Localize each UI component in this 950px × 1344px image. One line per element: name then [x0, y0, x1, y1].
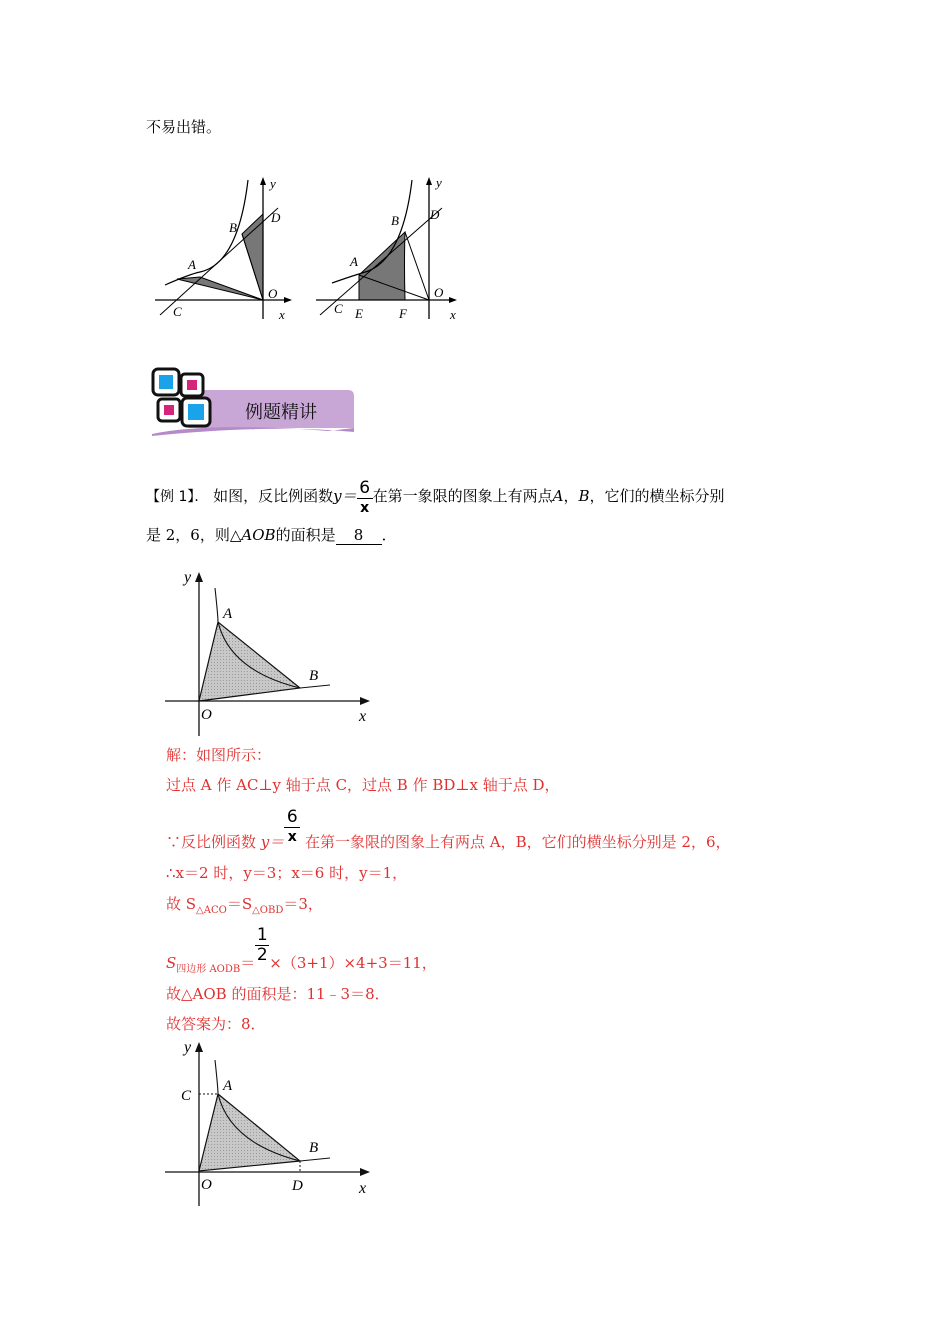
- point-b: B: [578, 487, 590, 505]
- point-o-label: O: [268, 286, 278, 301]
- section-banner: [148, 366, 358, 438]
- solution-line-6: [166, 926, 437, 974]
- point-d-label: D: [271, 210, 281, 225]
- solution-l3-b: 在第一象限的图象上有两点 A，B，它们的横坐标分别是 2，6，: [300, 833, 731, 851]
- fraction-numerator: 6: [286, 807, 298, 827]
- point-d-label: D: [292, 1178, 303, 1194]
- half-fraction: [255, 926, 269, 963]
- triangle-aob: AOB: [241, 526, 276, 544]
- x-axis-label: x: [359, 1180, 367, 1197]
- solution-line-2: 过点 A 作 AC⊥y 轴于点 C，过点 B 作 BD⊥x 轴于点 D，: [166, 776, 560, 794]
- answer-blank: 8: [336, 526, 382, 545]
- example-y-eq: y＝: [333, 487, 357, 505]
- example-line2-b: 的面积是: [275, 526, 336, 544]
- solution-l5-a: 故 S: [166, 895, 197, 913]
- solution-l3-a: ∵反比例函数: [166, 833, 261, 851]
- solution-l6-eq: ＝: [240, 954, 256, 972]
- point-a: A: [552, 487, 564, 505]
- point-d-label: D: [430, 207, 440, 222]
- solution-line-7: 故△AOB 的面积是：11﹣3＝8．: [166, 985, 390, 1003]
- point-c-label: C: [173, 304, 182, 319]
- example-period: ．: [381, 526, 397, 544]
- top-figure-right: [312, 172, 467, 322]
- solution-line-8: 故答案为：8．: [166, 1015, 266, 1033]
- point-o-label: O: [434, 285, 444, 300]
- point-o-label: O: [201, 1177, 212, 1193]
- point-b-label: B: [229, 220, 237, 235]
- solution-l5-c: ＝3，: [283, 895, 323, 913]
- solution-line-4: ∴x＝2 时，y＝3；x＝6 时，y＝1，: [166, 864, 408, 882]
- solution-l6-s: S: [166, 954, 177, 972]
- point-b-label: B: [309, 1140, 319, 1156]
- point-o-label: O: [201, 707, 212, 723]
- subscript-aco: △ACO: [196, 905, 227, 916]
- x-axis-label: x: [450, 307, 456, 322]
- puzzle-icon: [150, 366, 214, 430]
- point-e-label: E: [355, 306, 363, 321]
- solution-fraction: [284, 808, 300, 845]
- comma: ，: [563, 487, 579, 505]
- fraction-numerator: 1: [256, 925, 268, 945]
- y-axis-label: y: [184, 569, 192, 586]
- fraction-denominator: 2: [256, 945, 268, 965]
- fraction-denominator: x: [287, 829, 297, 845]
- example-text-c: ，它们的横坐标分别: [589, 487, 725, 505]
- solution-figure: [160, 1036, 380, 1211]
- point-b-label: B: [391, 213, 399, 228]
- point-a-label: A: [223, 1078, 233, 1094]
- x-axis-label: x: [279, 307, 285, 322]
- banner-title: 例题精讲: [245, 402, 317, 423]
- example-line-1: [146, 478, 725, 518]
- fraction-denominator: x: [360, 499, 370, 516]
- y-axis-label: y: [436, 175, 442, 190]
- point-b-label: B: [309, 668, 319, 684]
- example-line2-a: 是 2，6，则△: [146, 526, 242, 544]
- point-a-label: A: [223, 606, 233, 622]
- solution-line-1: 解：如图所示：: [166, 746, 272, 764]
- question-figure: [160, 566, 380, 741]
- example-text-b: 在第一象限的图象上有两点: [372, 487, 553, 505]
- point-c-label: C: [334, 301, 343, 316]
- example-tag: 【例 1】．: [146, 489, 209, 505]
- x-axis-label: x: [359, 708, 367, 725]
- example-fraction: [357, 479, 373, 516]
- y-axis-label: y: [270, 176, 276, 191]
- point-c-label: C: [181, 1088, 192, 1104]
- solution-l5-b: ＝S: [226, 895, 253, 913]
- example-line-2: [146, 524, 397, 546]
- point-f-label: F: [399, 306, 407, 321]
- y-axis-label: y: [184, 1039, 192, 1056]
- subscript-obd: △OBD: [252, 905, 284, 916]
- solution-l3-y: y＝: [260, 833, 285, 851]
- point-a-label: A: [188, 257, 196, 272]
- solution-line-5: [166, 893, 323, 922]
- solution-line-3: [166, 808, 731, 852]
- subscript-aodb: 四边形 AODB: [176, 964, 241, 975]
- fraction-numerator: 6: [359, 477, 371, 498]
- top-figure-left: [150, 172, 300, 322]
- point-a-label: A: [350, 254, 358, 269]
- solution-l6-b: ×（3+1）×4+3＝11，: [269, 954, 437, 972]
- intro-text: 不易出错。: [146, 118, 222, 136]
- example-text-a: 如图，反比例函数: [213, 487, 334, 505]
